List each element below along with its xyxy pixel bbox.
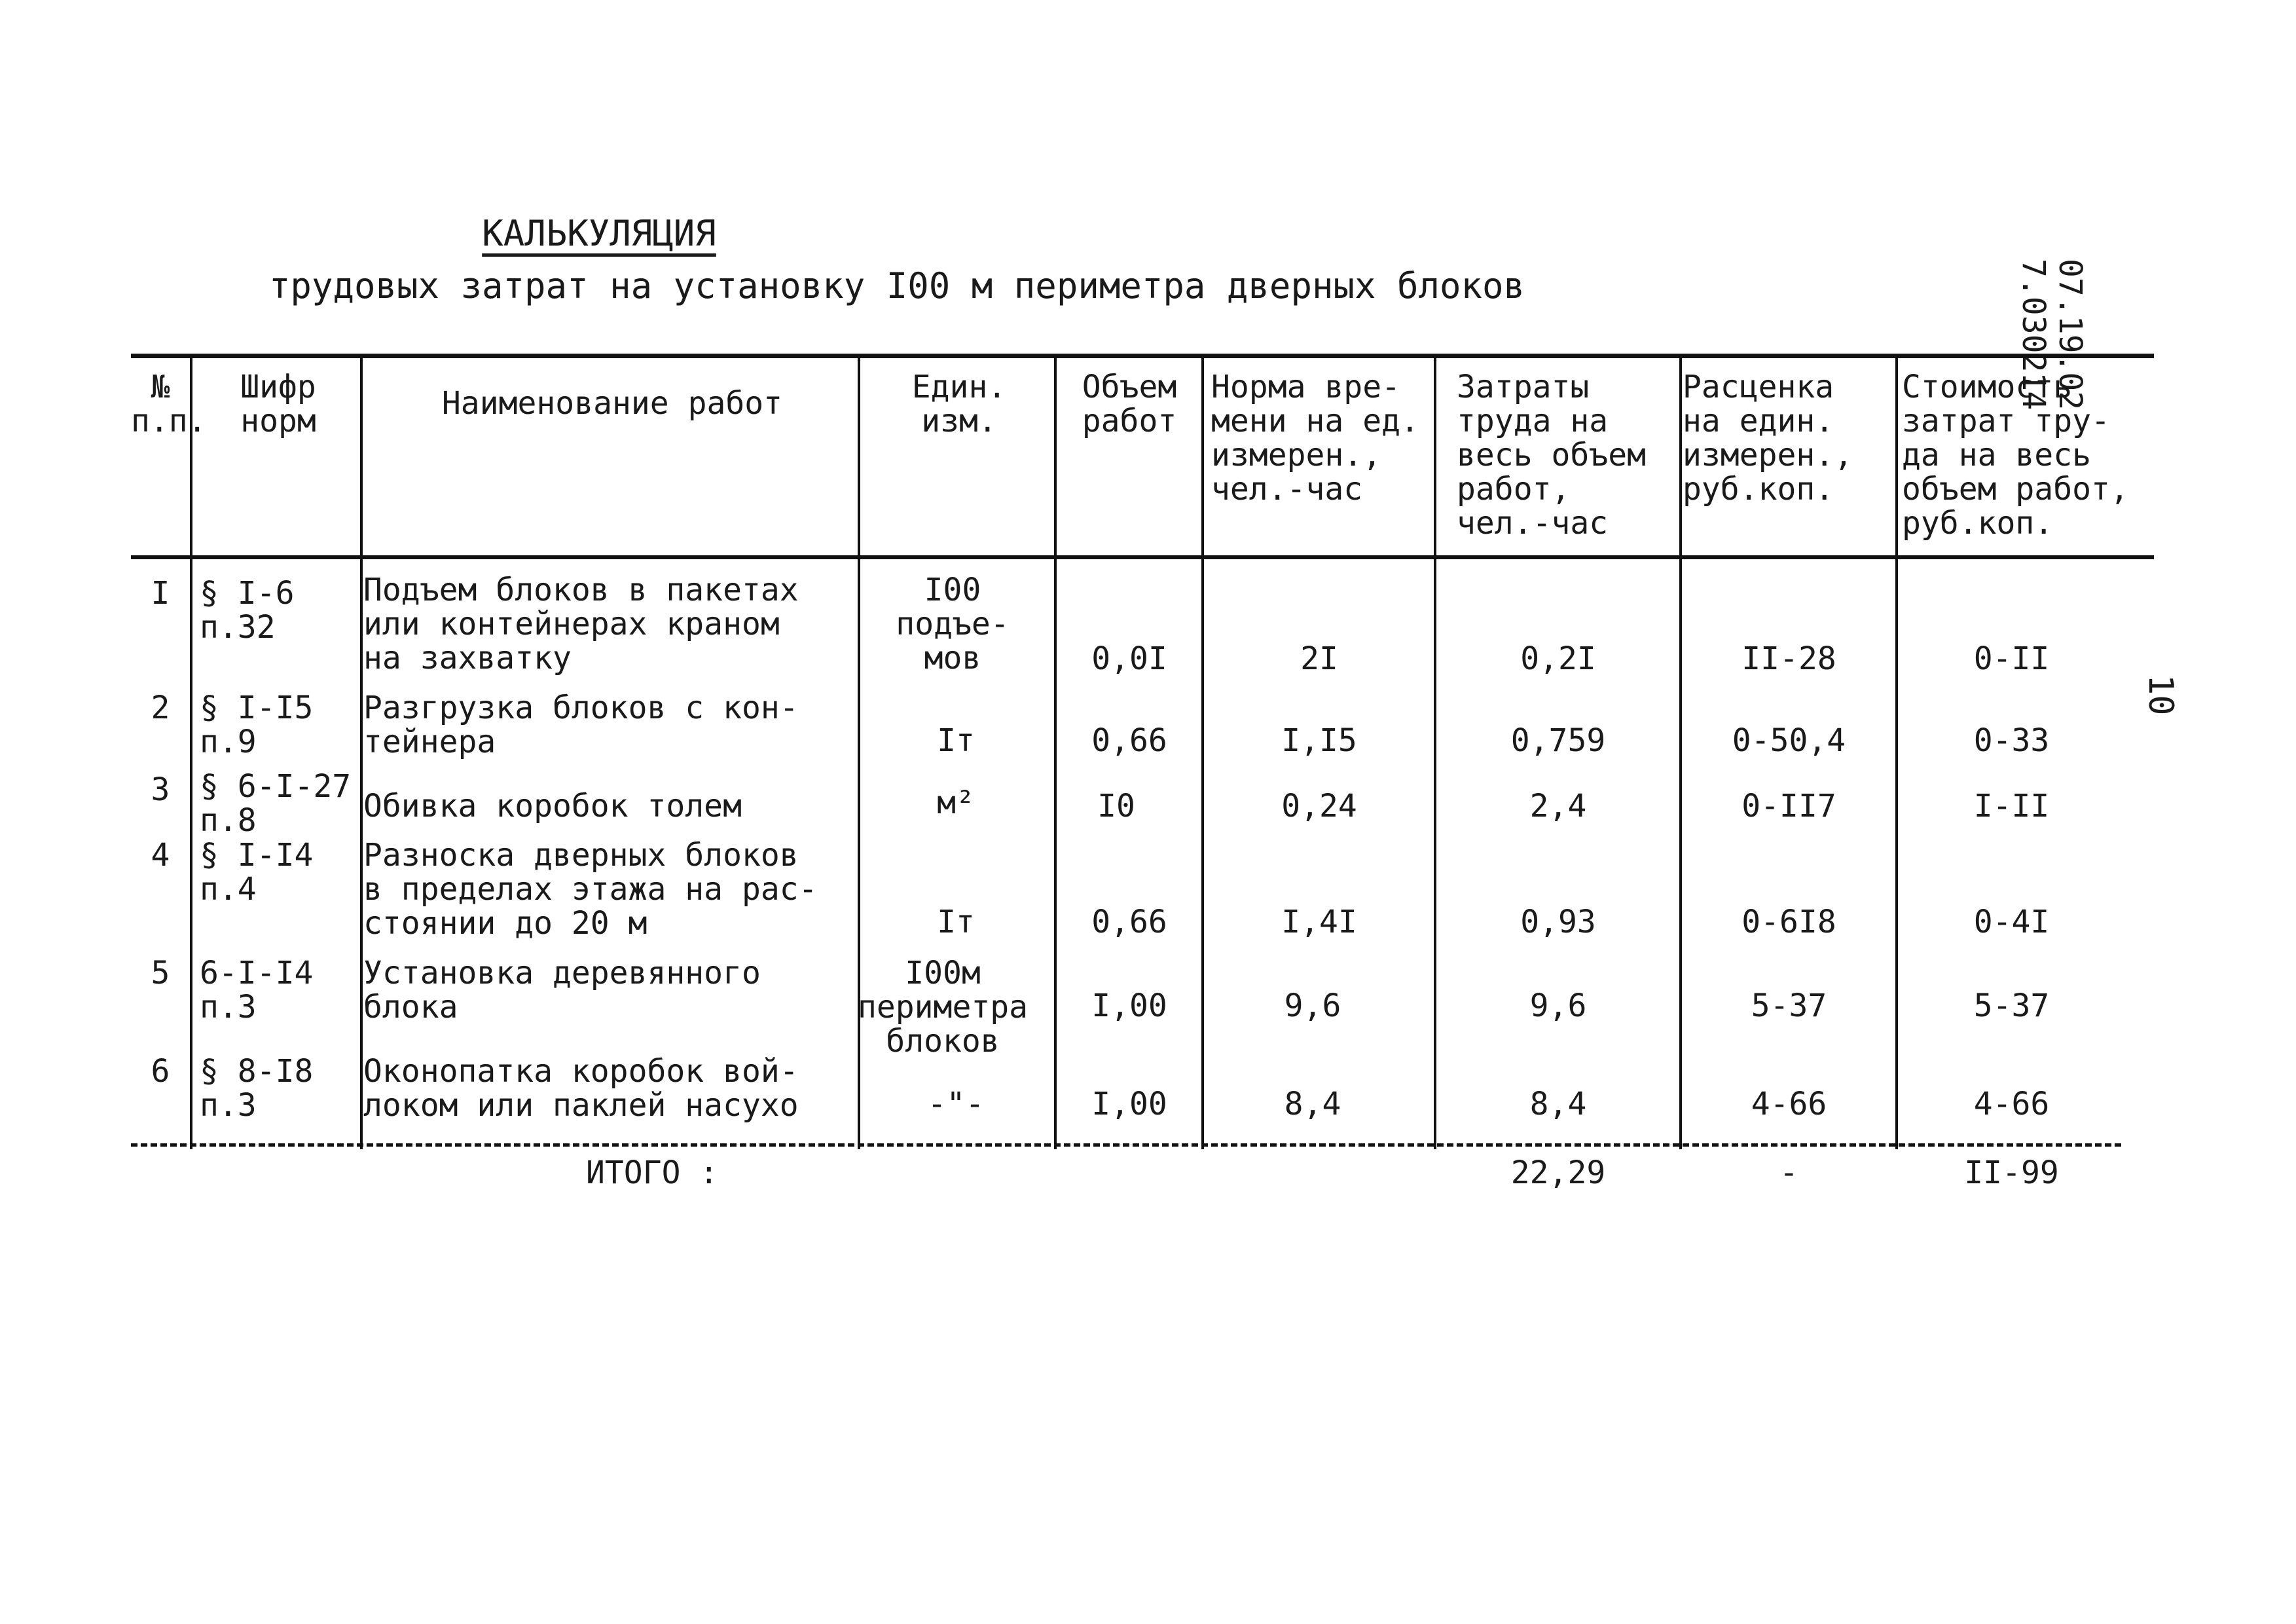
unit: Iт: [937, 722, 975, 759]
work-name: Оконопатка коробок вой- локом или паклей насухо: [363, 1053, 799, 1124]
header-norm-code: Шифр норм: [240, 369, 316, 439]
time-norm: I,I5: [1281, 722, 1357, 759]
labor-cost: 0,2I: [1520, 640, 1596, 677]
unit: I00м периметра блоков: [857, 955, 1029, 1060]
unit-rate: 0-6I8: [1741, 904, 1836, 940]
row-number: 3: [151, 771, 170, 808]
header-time-norm: Норма вре- мени на ед. измерен., чел.-час: [1211, 369, 1419, 507]
unit-rate: II-28: [1741, 640, 1836, 677]
total-cost: 0-4I: [1973, 904, 2050, 940]
total-cost: 5-37: [1973, 987, 2050, 1024]
unit-rate: 0-II7: [1741, 788, 1836, 824]
volume: I0: [1097, 788, 1135, 824]
total-rate: -: [1779, 1154, 1798, 1191]
column-divider: [1679, 357, 1682, 1149]
header-work-name: Наименование работ: [441, 385, 783, 422]
unit: м²: [937, 784, 975, 821]
column-divider: [360, 357, 363, 1149]
column-divider: [1201, 357, 1204, 1149]
document-subtitle: трудовых затрат на установку I00 м периметра дверных блоков: [268, 265, 1525, 306]
total-cost: I-II: [1973, 788, 2050, 824]
total-cost: 0-II: [1973, 640, 2050, 677]
labor-cost: 0,93: [1520, 904, 1596, 940]
norm-code: § I-6 п.32: [200, 575, 295, 646]
work-name: Разноска дверных блоков в пределах этажа на рас- стоянии до 20 м: [363, 837, 818, 942]
column-divider: [1434, 357, 1436, 1149]
unit: Iт: [937, 904, 975, 940]
header-bottom-rule: [131, 555, 2154, 559]
volume: I,00: [1091, 987, 1167, 1024]
total-cost: 0-33: [1973, 722, 2050, 759]
norm-code: § 6-I-27 п.8: [200, 768, 352, 839]
time-norm: 0,24: [1281, 788, 1357, 824]
total-cost: 4-66: [1973, 1086, 2050, 1122]
norm-code: 6-I-I4 п.3: [200, 955, 314, 1025]
unit: I00 подъе- мов: [896, 572, 1010, 676]
header-number: № п.п.: [131, 369, 207, 439]
time-norm: 2I: [1300, 640, 1338, 677]
header-volume: Объем работ: [1082, 369, 1177, 439]
total-label: ИТОГО :: [586, 1154, 719, 1191]
volume: 0,0I: [1091, 640, 1167, 677]
labor-cost: 9,6: [1529, 987, 1587, 1024]
unit-rate: 5-37: [1751, 987, 1827, 1024]
labor-cost: 8,4: [1529, 1086, 1587, 1122]
row-number: 4: [151, 837, 170, 874]
column-divider: [190, 357, 192, 1149]
norm-code: § I-I4 п.4: [200, 837, 314, 908]
document-title: КАЛЬКУЛЯЦИЯ: [482, 213, 716, 254]
time-norm: 9,6: [1284, 987, 1341, 1024]
norm-code: § 8-I8 п.3: [200, 1053, 314, 1124]
header-unit: Един. изм.: [911, 369, 1007, 439]
column-divider: [1895, 357, 1898, 1149]
header-unit-rate: Расценка на един. измерен., руб.коп.: [1683, 369, 1853, 507]
unit-rate: 4-66: [1751, 1086, 1827, 1122]
norm-code: § I-I5 п.9: [200, 690, 314, 760]
row-number: 2: [151, 690, 170, 726]
side-document-code: 07.19.02 7.030214: [2015, 259, 2088, 411]
table-bottom-rule: [131, 1143, 2121, 1147]
row-number: 6: [151, 1053, 170, 1090]
unit: -"-: [927, 1086, 985, 1122]
labor-cost: 0,759: [1510, 722, 1606, 759]
work-name: Подъем блоков в пакетах или контейнерах краном на захватку: [363, 572, 799, 676]
header-total-cost: Стоимость затрат тру- да на весь объем работ, руб.коп.: [1902, 369, 2129, 542]
page-number: 10: [2141, 674, 2180, 716]
volume: I,00: [1091, 1086, 1167, 1122]
total-cost: II-99: [1964, 1154, 2059, 1191]
row-number: 5: [151, 955, 170, 991]
labor-cost: 2,4: [1529, 788, 1587, 824]
volume: 0,66: [1091, 722, 1167, 759]
work-name: Обивка коробок толем: [363, 788, 742, 824]
row-number: I: [151, 575, 170, 612]
table-top-rule: [131, 354, 2154, 358]
header-labor-cost: Затраты труда на весь объем работ, чел.-час: [1457, 369, 1646, 542]
work-name: Разгрузка блоков с кон- тейнера: [363, 690, 799, 760]
work-name: Установка деревянного блока: [363, 955, 761, 1025]
time-norm: 8,4: [1284, 1086, 1341, 1122]
time-norm: I,4I: [1281, 904, 1357, 940]
volume: 0,66: [1091, 904, 1167, 940]
unit-rate: 0-50,4: [1732, 722, 1846, 759]
total-labor: 22,29: [1510, 1154, 1606, 1191]
